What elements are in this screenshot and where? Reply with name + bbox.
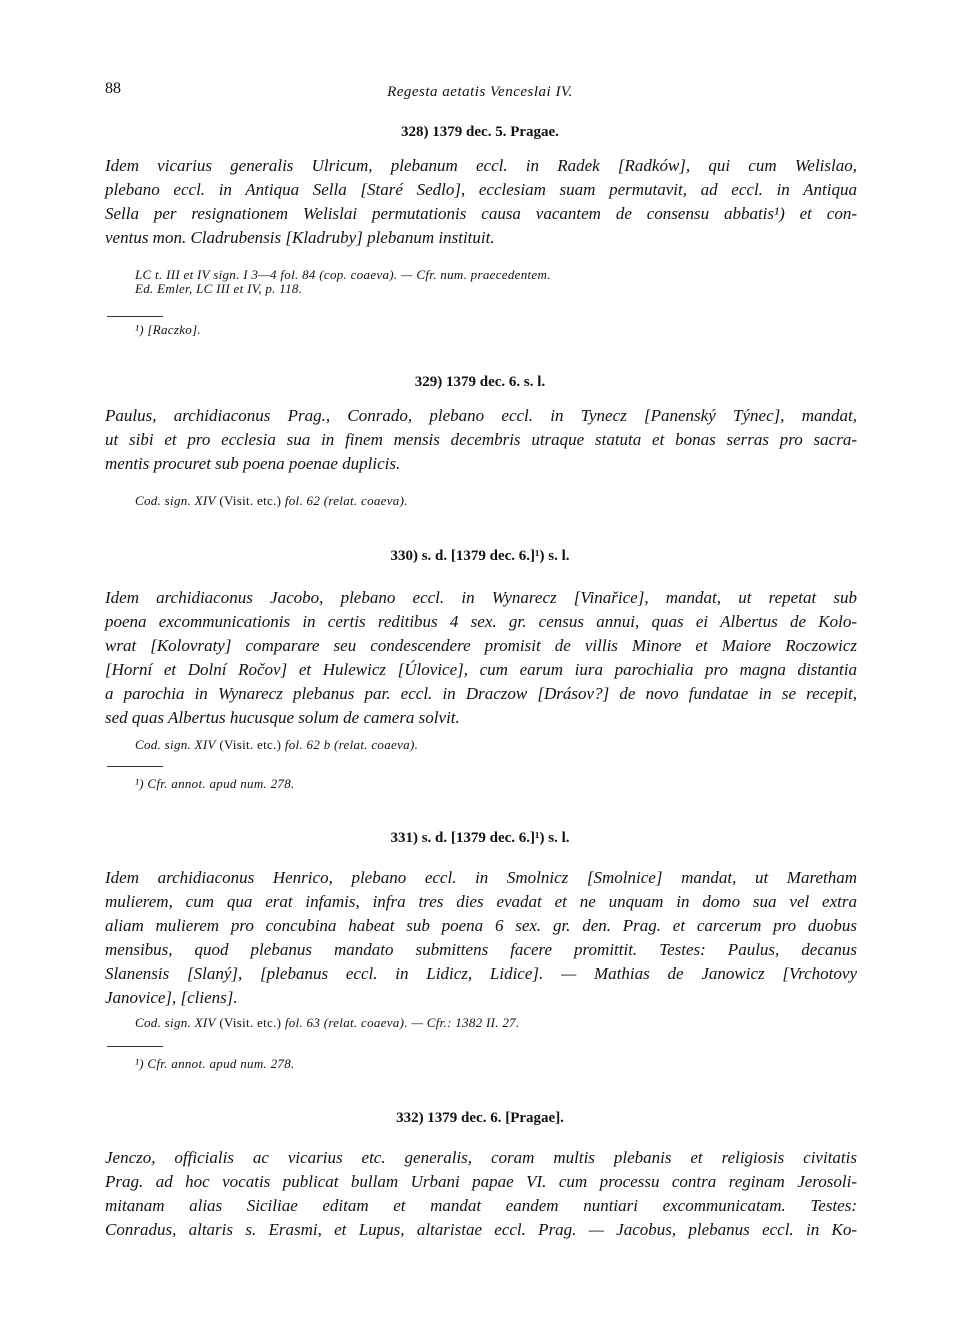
text-line: mensibus, quod plebanus mandato submittens facere promittit. Testes: Paulus, decanus: [105, 940, 857, 959]
source-detail: (Visit. etc.): [215, 493, 285, 508]
text-line: Paulus, archidiaconus Prag., Conrado, plebano eccl. in Tynecz [Panenský Týnec], mandat,: [105, 406, 857, 425]
source-folio: fol. 62 b (relat. coaeva).: [284, 737, 419, 752]
text-line: [Horní et Dolní Ročov] et Hulewicz [Úlovice], cum earum iura parochialia pro magna distantia: [105, 660, 857, 679]
text-line: plebano eccl. in Antiqua Sella [Staré Sedlo], ecclesiam suam permutavit, ad eccl. in Antiqua: [105, 180, 857, 199]
source-folio: fol. 62 (relat. coaeva).: [284, 493, 408, 508]
page-number: 88: [105, 80, 121, 97]
footnote-divider: [107, 766, 163, 767]
text-line: Jenczo, officialis ac vicarius etc. generalis, coram multis plebanis et religiosis civitatis: [105, 1148, 857, 1167]
text-line: Idem archidiaconus Jacobo, plebano eccl. in Wynarecz [Vinařice], mandat, ut repetat sub: [105, 588, 857, 607]
entry-text-328: [105, 154, 857, 250]
source-siglum: Cod. sign. XIV: [135, 737, 216, 752]
running-title: Regesta aetatis Venceslai IV.: [387, 84, 573, 100]
text-line: ventus mon. Cladrubensis [Kladruby] plebanum instituit.: [105, 228, 495, 247]
text-line: ut sibi et pro ecclesia sua in finem mensis decembris utraque statuta et bonas serras pro sacra-: [105, 430, 857, 449]
edition-note: Ed. Emler, LC III et IV, p. 118.: [135, 281, 303, 296]
entry-heading-329: 329) 1379 dec. 6. s. l.: [414, 374, 546, 390]
source-folio: fol. 63 (relat. coaeva). — Cfr.: 1382 II. 27.: [284, 1015, 520, 1030]
text-line: Prag. ad hoc vocatis publicat bullam Urbani papae VI. cum processu contra reginam Jerosoli-: [105, 1172, 857, 1191]
footnote: ¹) Cfr. annot. apud num. 278.: [135, 776, 295, 791]
entry-heading-328: 328) 1379 dec. 5. Pragae.: [401, 124, 559, 140]
source-note: [135, 494, 855, 507]
text-line: Janovice], [cliens].: [105, 988, 238, 1007]
text-line: mulierem, cum qua erat infamis, infra tres dies evadat et ne unquam in domo sua vel extra: [105, 892, 857, 911]
source-siglum: Cod. sign. XIV: [135, 1015, 216, 1030]
source-detail: (Visit. etc.): [215, 1015, 285, 1030]
source-siglum: Cod. sign. XIV: [135, 493, 216, 508]
text-line: Sella per resignationem Welislai permutationis causa vacantem de consensu abbatis¹) et con-: [105, 204, 857, 223]
footnote-divider: [107, 1046, 163, 1047]
source-note: LC t. III et IV sign. I 3—4 fol. 84 (cop. coaeva). — Cfr. num. praecedentem.: [135, 267, 551, 282]
text-line: poena excommunicationis in certis reditibus 4 sex. gr. census annui, quas ei Albertus de Kolo-: [105, 612, 857, 631]
source-note: [135, 1016, 855, 1029]
footnote: ¹) Cfr. annot. apud num. 278.: [135, 1056, 295, 1071]
source-detail: (Visit. etc.): [215, 737, 285, 752]
text-line: Conradus, altaris s. Erasmi, et Lupus, altaristae eccl. Prag. — Jacobus, plebanus eccl. in Ko-: [105, 1220, 857, 1239]
entry-heading-331: 331) s. d. [1379 dec. 6.]¹) s. l.: [390, 830, 570, 846]
footnote-divider: [107, 316, 163, 317]
text-line: a parochia in Wynarecz plebanus par. eccl. in Draczow [Drásov?] de novo fundatae in se recepit,: [105, 684, 857, 703]
entry-heading-330: 330) s. d. [1379 dec. 6.]¹) s. l.: [390, 548, 570, 564]
footnote: ¹) [Raczko].: [135, 322, 201, 337]
source-note: [135, 738, 855, 751]
text-line: aliam mulierem pro concubina habeat sub poena 6 sex. gr. den. Prag. et carcerum pro duobus: [105, 916, 857, 935]
text-line: Idem vicarius generalis Ulricum, plebanum eccl. in Radek [Radków], qui cum Welislao,: [105, 156, 857, 175]
entry-text-332: [105, 1146, 857, 1242]
text-line: Slanensis [Slaný], [plebanus eccl. in Lidicz, Lidice]. — Mathias de Janowicz [Vrchotovy: [105, 964, 857, 983]
text-line: wrat [Kolovraty] comparare seu condescendere promisit de villis Minore et Maiore Roczowicz: [105, 636, 857, 655]
entry-text-330: [105, 586, 857, 730]
text-line: sed quas Albertus hucusque solum de camera solvit.: [105, 708, 460, 727]
text-line: mitanam alias Siciliae editam et mandat eandem nuntiari excommunicatam. Testes:: [105, 1196, 857, 1215]
text-line: mentis procuret sub poena poenae duplicis.: [105, 454, 401, 473]
entry-text-329: [105, 404, 857, 476]
entry-heading-332: 332) 1379 dec. 6. [Pragae].: [396, 1110, 564, 1126]
entry-text-331: [105, 866, 857, 1010]
text-line: Idem archidiaconus Henrico, plebano eccl. in Smolnicz [Smolnice] mandat, ut Maretham: [105, 868, 857, 887]
